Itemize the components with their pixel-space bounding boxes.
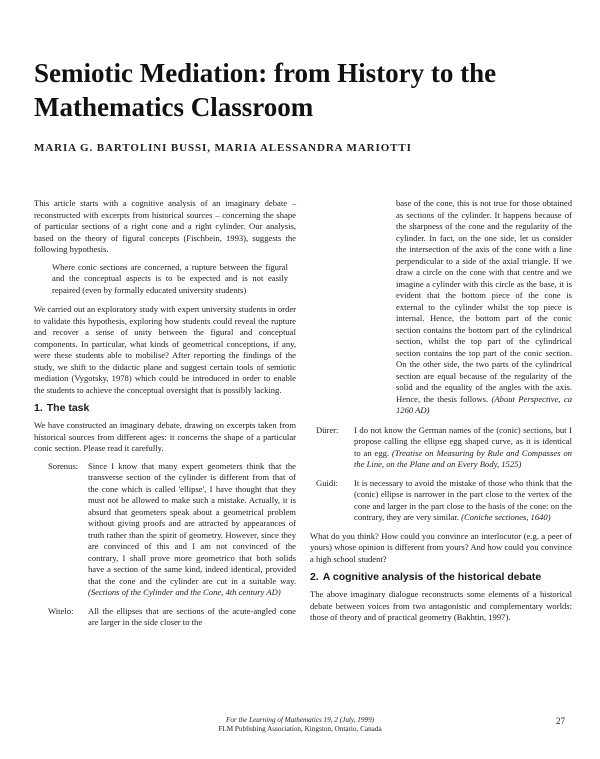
speaker-name: Sorenus: bbox=[48, 460, 79, 471]
speech-body: base of the cone, this is not true for those obtained as sections of the cylinder. It happens because of the sharpness of the cone and the regularity of the cylinder. In fact, on the one side, let us consider the intersection of the axis of the cone with a line perpendicular to a side of the axial triangle. If we draw a circle on the cone with that centre and we imagine a cylinder with this circle as the base, it is evident that the bottom piece of the cone is external to the cylinder whilst the top piece is internal. Hence, the bottom part of the conic section contains the bottom part of the cylindrical section, whilst the top part of the cylindrical section contains the top part of the conic section. On the other side, the two parts of the cylindrical section are equal because of the regularity of the solid and the equality of the angles with the axis. Hence, the thesis follows. bbox=[396, 198, 572, 404]
abstract-paragraph: This article starts with a cognitive analysis of an imaginary debate – reconstructed with excerpts from historical sources – concerning the shape of particular sections of a right cone and a right cylinder. Our analysis, based on the theory of figural concepts (Fischbein, 1993), suggests the following hypothesis. bbox=[34, 198, 296, 254]
speech-text bbox=[354, 478, 572, 524]
speech-sorenus bbox=[34, 461, 296, 599]
speech-body: All the ellipses that are sections of the acute-angled cone are larger in the side closer to the bbox=[88, 605, 296, 627]
journal-footer bbox=[0, 716, 600, 734]
speech-source: (About Perspective, ca 1260 AD) bbox=[396, 393, 572, 415]
speech-body: It is necessary to avoid the mistake of those who think that the (conic) ellipse is narrower in the part close to the vertex of the cone and larger in the part close to the basis of the cone: on the contrary, they are very similar. bbox=[354, 477, 572, 522]
journal-citation: For the Learning of Mathematics 19, 2 (July, 1999) bbox=[225, 716, 375, 724]
left-column bbox=[34, 198, 296, 636]
speaker-name: Dürer: bbox=[316, 424, 339, 435]
debate-paragraph: The above imaginary dialogue reconstructs some elements of a historical debate between voices from two antagonistic and complementary worlds: those of theory and of practical geometry (Bakhtin, 1997). bbox=[310, 589, 572, 622]
page-number: 27 bbox=[556, 716, 565, 726]
paper-title: Semiotic Mediation: from History to the Mathematics Classroom bbox=[34, 58, 497, 122]
speech-witelo bbox=[34, 606, 296, 629]
hypothesis-quote: Where conic sections are concerned, a rupture between the figural and the conceptual aspects is to be expected and is not easily repaired (even by formally educated university students) bbox=[52, 261, 288, 295]
author-list: MARIA G. BARTOLINI BUSSI, MARIA ALESSANDRA MARIOTTI bbox=[34, 142, 412, 154]
speech-source: (Sections of the Cylinder and the Cone, 4th century AD) bbox=[88, 587, 281, 597]
section-heading-analysis bbox=[310, 571, 572, 584]
question-paragraph: What do you think? How could you convince an interlocutor (e.g. a peer of yours) whose opinion is different from yours? And how could you convince a high school student? bbox=[310, 530, 572, 564]
section-heading-task bbox=[34, 402, 296, 415]
section-title: A cognitive analysis of the historical debate bbox=[322, 571, 542, 583]
speech-witelo-continued bbox=[396, 198, 572, 417]
publisher-line: FLM Publishing Association, Kingston, Ontario, Canada bbox=[218, 725, 382, 733]
speaker-name: Guidi: bbox=[316, 477, 338, 488]
section-number: 1. bbox=[34, 402, 43, 414]
right-column bbox=[310, 198, 572, 630]
task-paragraph: We have constructed an imaginary debate, drawing on excerpts taken from historical sources from different ages: it concerns the shape of a particular conic section. Please read it carefully. bbox=[34, 420, 296, 453]
speech-guidi bbox=[310, 478, 572, 524]
speaker-name: Witelo: bbox=[48, 605, 74, 616]
speech-text bbox=[88, 461, 296, 599]
study-paragraph: We carried out an exploratory study with expert university students in order to validate this hypothesis, exploring how students could reveal the rupture and recover a sense of unity between the figural and conceptual components. In particular, what kinds of geometrical conceptions, if any, were these students able to mobilise? After reporting the findings of the study, we shift to the didactic plane and suggest certain tools of semiotic mediation (Vygotsky, 1978) which could be introduced in order to enable the students to achieve the conceptual oversight that is possibly lacking. bbox=[34, 304, 296, 395]
speech-durer bbox=[310, 425, 572, 471]
speech-text bbox=[88, 606, 296, 629]
speech-source: (Coniche sectiones, 1640) bbox=[461, 512, 551, 522]
speech-text bbox=[354, 425, 572, 471]
section-number: 2. bbox=[310, 571, 319, 583]
section-title: The task bbox=[46, 402, 90, 414]
speech-body: Since I know that many expert geometers think that the transverse section of the cylinder is different from that of the cone which is called 'ellipse', I have thought that they must not be allowed to make such a mistake. Actually, it is absurd that geometers speak about a geometrical problem without giving proofs and are attracted by appearances of truth rather than the spirit of geometry. However, since they are convinced of this and I am not convinced of the contrary, I shall prove more geometrico that both solids have a section of the same kind, indeed identical, provided that the cone and the cylinder are cut in a suitable way. bbox=[88, 460, 296, 586]
speech-source: (Treatise on Measuring by Rule and Compasses on the Line, on the Plane and on Every Body, 1525) bbox=[354, 447, 572, 469]
speech-body: I do not know the German names of the (conic) sections, but I propose calling the ellipse egg shaped curve, as it is identical to an egg. bbox=[354, 424, 572, 458]
